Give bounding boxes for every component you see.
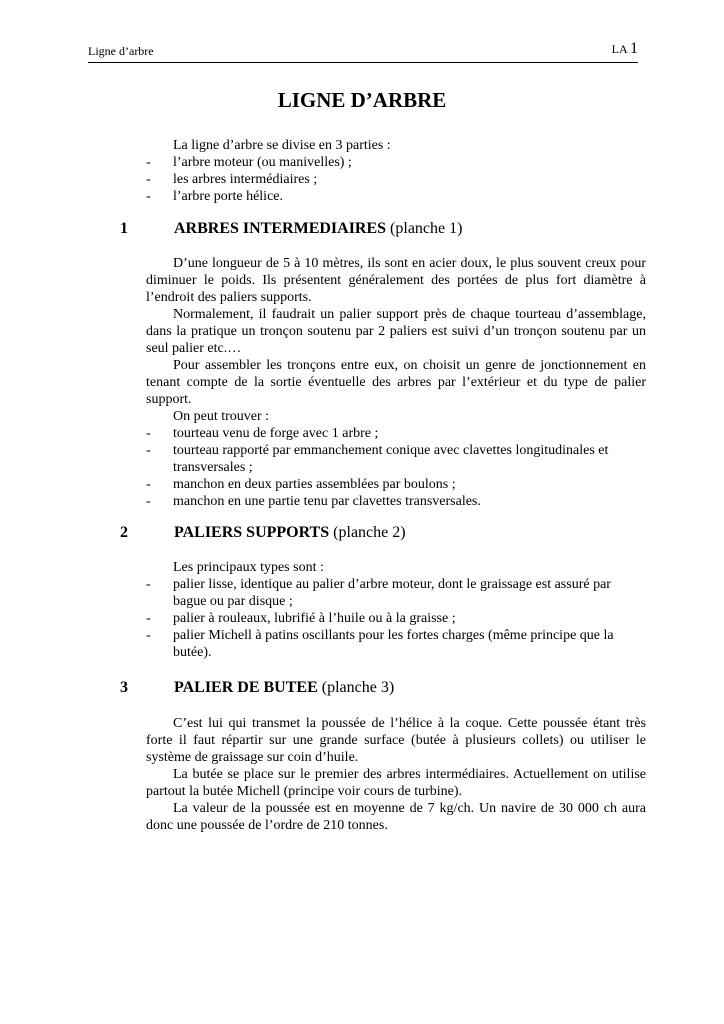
section-1-body [146,255,646,510]
list-item: - palier lisse, identique au palier d’arbre moteur, dont le graissage est assuré par bague ou par disque ; [119,576,646,610]
document-title: LIGNE D’ARBRE [277,88,447,112]
list-lead: Les principaux types sont : [173,560,324,575]
list-lead: On peut trouver : [173,409,270,424]
section-title: PALIERS SUPPORTS [174,524,330,541]
list-item: - l’arbre porte hélice. [119,188,646,205]
section-title: PALIER DE BUTEE [174,679,318,696]
section-title: ARBRES INTERMEDIAIRES [174,220,387,237]
list-item: - tourteau rapporté par emmanchement conique avec clavettes longitudinales et transversales ; [119,442,646,476]
header-page-ref [612,40,638,58]
paragraph: Pour assembler les tronçons entre eux, on choisit un genre de jonctionnement en tenant compte de la sortie éventuelle des arbres par l’extérieur et du type de palier support. [146,358,646,407]
intro [146,137,646,205]
list-item: - manchon en deux parties assemblées par boulons ; [119,476,646,493]
header-title: Ligne d’arbre [88,44,154,58]
header-rule [88,62,638,63]
section-number: 2 [120,524,128,541]
section-number: 1 [120,220,128,237]
section-ref: (planche 1) [390,220,463,237]
list-item: - l’arbre moteur (ou manivelles) ; [119,154,646,171]
paragraph: La valeur de la poussée est en moyenne de 7 kg/ch. Un navire de 30 000 ch aura donc une poussée de l’ordre de 210 tonnes. [146,801,646,833]
intro-lead: La ligne d’arbre se divise en 3 parties : [173,138,391,153]
section-2-body [146,559,646,661]
section-1-list [119,425,646,510]
list-item: - palier Michell à patins oscillants pour les fortes charges (même principe que la butée). [119,627,646,661]
section-ref: (planche 3) [321,679,395,696]
paragraph: D’une longueur de 5 à 10 mètres, ils sont en acier doux, le plus souvent creux pour diminuer le poids. Ils présentent généralement des portées de plus fort diamètre à l’endroit des paliers supports. [146,256,646,305]
list-item: - tourteau venu de forge avec 1 arbre ; [119,425,646,442]
section-number: 3 [120,679,128,696]
page-number: 1 [630,40,638,57]
list-item: - palier à rouleaux, lubrifié à l’huile ou à la graisse ; [119,610,646,627]
section-2-list [119,576,646,661]
paragraph: La butée se place sur le premier des arbres intermédiaires. Actuellement on utilise partout la butée Michell (principe voir cours de turbine). [146,767,646,799]
list-item: - les arbres intermédiaires ; [119,171,646,188]
header-prefix: LA [611,42,627,56]
list-item: - manchon en une partie tenu par clavettes transversales. [119,493,646,510]
paragraph: C’est lui qui transmet la poussée de l’hélice à la coque. Cette poussée étant très forte il faut répartir sur une grande surface (butée à plusieurs collets) ou utiliser le système de graissage sur coin d’huile. [146,716,646,765]
section-ref: (planche 2) [333,524,406,541]
paragraph: Normalement, il faudrait un palier support près de chaque tourteau d’assemblage, dans la pratique un tronçon soutenu par 2 paliers est suivi d’un tronçon soutenu par un seul palier etc.… [146,307,646,356]
intro-list [119,154,646,205]
section-3-body [146,715,646,834]
